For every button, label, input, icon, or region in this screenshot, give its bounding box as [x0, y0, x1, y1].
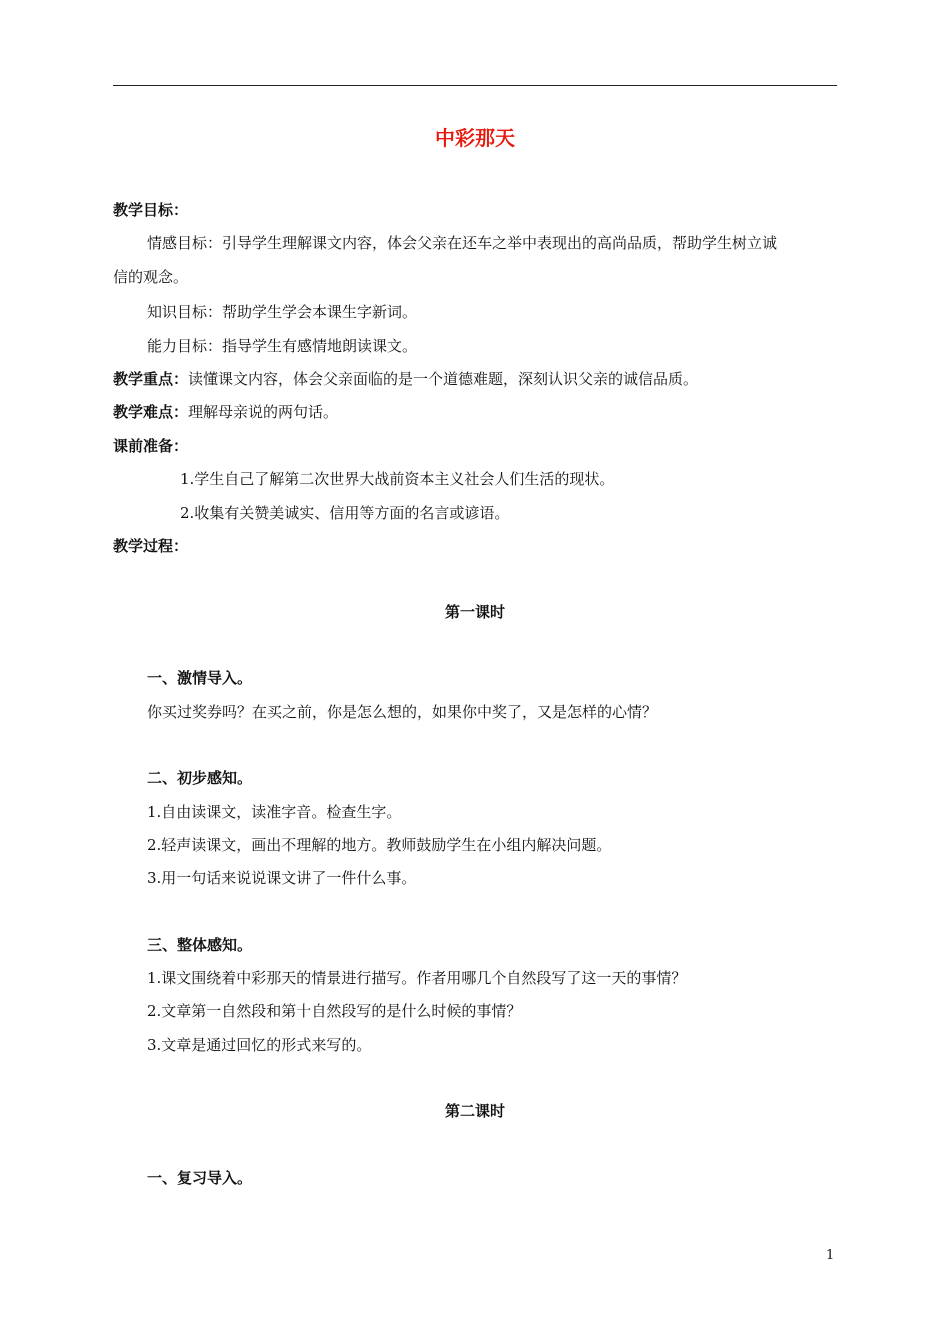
- page-number: 1: [826, 1248, 835, 1263]
- lesson1-section3-heading: 三、整体感知。: [147, 936, 253, 954]
- ability-objective: 能力目标：指导学生有感情地朗读课文。: [147, 337, 418, 355]
- emotion-objective-line2: 信的观念。: [113, 268, 189, 286]
- difficulty: [113, 402, 338, 422]
- process-heading: 教学过程：: [113, 537, 189, 555]
- lesson1-section1-heading: 一、激情导入。: [147, 669, 253, 687]
- preparation-heading: 课前准备：: [113, 437, 189, 455]
- knowledge-objective: 知识目标：帮助学生学会本课生字新词。: [147, 303, 418, 321]
- header-rule: [113, 85, 837, 86]
- key-point-label: 教学重点：: [113, 370, 189, 388]
- lesson2-section1-heading: 一、复习导入。: [147, 1169, 253, 1187]
- lesson1-section2-heading: 二、初步感知。: [147, 769, 253, 787]
- list-item: 3.用一句话来说说课文讲了一件什么事。: [147, 869, 417, 887]
- difficulty-label: 教学难点：: [113, 403, 189, 421]
- lesson2-heading: 第二课时: [444, 1102, 505, 1120]
- list-item: 1.课文围绕着中彩那天的情景进行描写。作者用哪几个自然段写了这一天的事情？: [147, 969, 687, 987]
- list-item: 2.轻声读课文，画出不理解的地方。教师鼓励学生在小组内解决问题。: [147, 836, 612, 854]
- preparation-item: 1.学生自己了解第二次世界大战前资本主义社会人们生活的现状。: [180, 470, 615, 488]
- lesson1-section1-text: 你买过奖券吗？在买之前，你是怎么想的，如果你中奖了，又是怎样的心情？: [147, 703, 658, 721]
- key-point: [113, 369, 698, 389]
- list-item: 2.文章第一自然段和第十自然段写的是什么时候的事情？: [147, 1002, 522, 1020]
- objectives-heading: 教学目标：: [113, 201, 189, 219]
- list-item: 3.文章是通过回忆的形式来写的。: [147, 1036, 372, 1054]
- preparation-item: 2.收集有关赞美诚实、信用等方面的名言或谚语。: [180, 504, 510, 522]
- lesson1-heading: 第一课时: [444, 603, 505, 621]
- list-item: 1.自由读课文，读准字音。检查生字。: [147, 803, 402, 821]
- key-point-text: 读懂课文内容，体会父亲面临的是一个道德难题，深刻认识父亲的诚信品质。: [188, 370, 699, 388]
- document-title: 中彩那天: [435, 126, 515, 150]
- difficulty-text: 理解母亲说的两句话。: [188, 403, 339, 421]
- emotion-objective-line1: 情感目标：引导学生理解课文内容，体会父亲在还车之举中表现出的高尚品质，帮助学生树立诚: [147, 234, 778, 252]
